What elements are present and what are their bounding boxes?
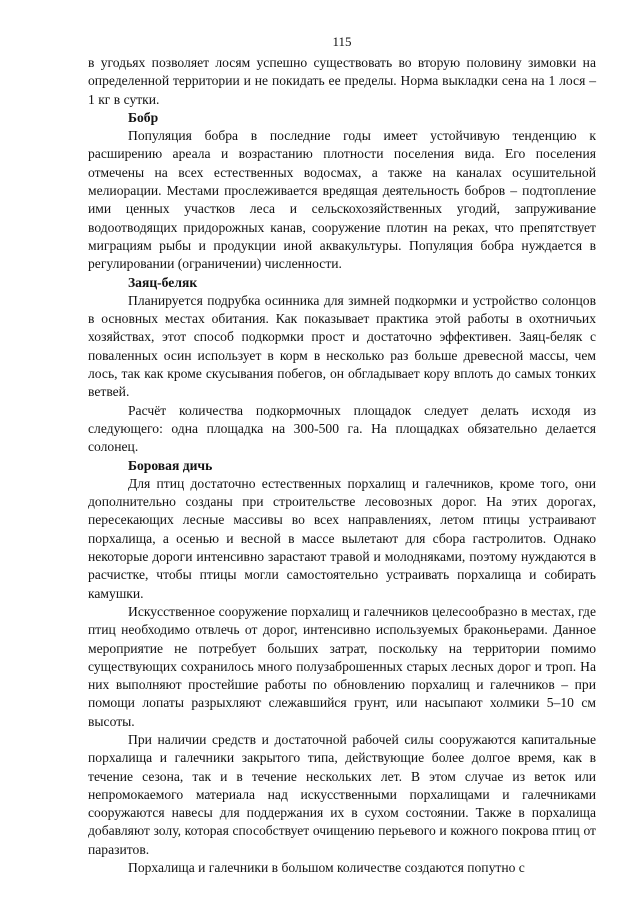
paragraph-birds-capital: При наличии средств и достаточной рабочей силы сооружаются капитальные порхалища и галечники закрытого типа, действующие более долгое время, как в течение сезона, так и в течение нескольких лет. В этом случае из веток или непромокаемого материала над искусственными порхалищами и галечниками сооружаются навесы для поддержания их в сухом состоянии. Также в порхалища добавляют золу, которая способствует очищению перьевого и кожного покрова птиц от паразитов.	[88, 731, 596, 857]
page-number: 115	[332, 34, 352, 49]
paragraph-hare-feeding: Планируется подрубка осинника для зимней подкормки и устройство солонцов в основных местах обитания. Как показывает практика этой работы в охотничьих хозяйствах, этот способ подкормки прост и достаточно эффективен. Заяц-беляк с поваленных осин использует в корм в несколько раз больше древесной массы, чем лось, так как кроме скусывания побегов, он обгладывает кору вплоть до самых тонких ветвей.	[88, 292, 596, 400]
section-heading-hare: Заяц-беляк	[128, 274, 198, 290]
document-page	[88, 34, 596, 877]
paragraph-hare-sites: Расчёт количества подкормочных площадок следует делать исходя из следующего: одна площадка на 300-500 га. На площадках обязательно делается солонец.	[88, 402, 596, 455]
section-heading-game-birds: Боровая дичь	[128, 457, 213, 473]
paragraph-beaver: Популяция бобра в последние годы имеет устойчивую тенденцию к расширению ареала и возрастанию плотности поселения вида. Его поселения отмечены на всех естественных водосмах, а также на каналах осушительной мелиорации. Местами прослеживается вредящая деятельность бобров – подтопление ими ценных участков леса и сельскохозяйственных угодий, запруживание водоотводящих придорожных канав, сооружение плотин на реках, что препятствует миграциям рыбы и продукции иной аквакультуры. Популяция бобра нуждается в регулировании (ограничении) численности.	[88, 128, 596, 272]
paragraph-birds-roads: Для птиц достаточно естественных порхалищ и галечников, кроме того, они дополнительно созданы при строительстве лесовозных дорог. На этих дорогах, пересекающих лесные массивы во всех направлениях, летом птицы устраивают порхалища, а осенью и весной в массе вылетают для сбора гастролитов. Однако некоторые дороги интенсивно зарастают травой и молодняками, поэтому нуждаются в расчистке, чтобы птицы могли самостоятельно устраивать порхалища и собирать камушки.	[88, 475, 596, 601]
paragraph-birds-final: Порхалища и галечники в большом количестве создаются попутно с	[128, 860, 525, 876]
paragraph-moose-continuation: в угодьях позволяет лосям успешно существовать во вторую половину зимовки на определенной территории и не покидать ее пределы. Норма выкладки сена на 1 лося – 1 кг в сутки.	[88, 55, 596, 107]
paragraph-birds-artificial: Искусственное сооружение порхалищ и галечников целесообразно в местах, где птиц необходимо отвлечь от дорог, интенсивно используемых браконьерами. Данное мероприятие не потребует больших затрат, поскольку на территории помимо существующих сохранилось много полузаброшенных старых лесных дорог и троп. На них выполняют простейшие работы по обновлению порхалищ и галечников – при помощи лопаты разрыхляют слежавшийся грунт, или насыпают холмики 5–10 см высоты.	[88, 603, 596, 729]
section-heading-beaver: Бобр	[128, 109, 159, 125]
